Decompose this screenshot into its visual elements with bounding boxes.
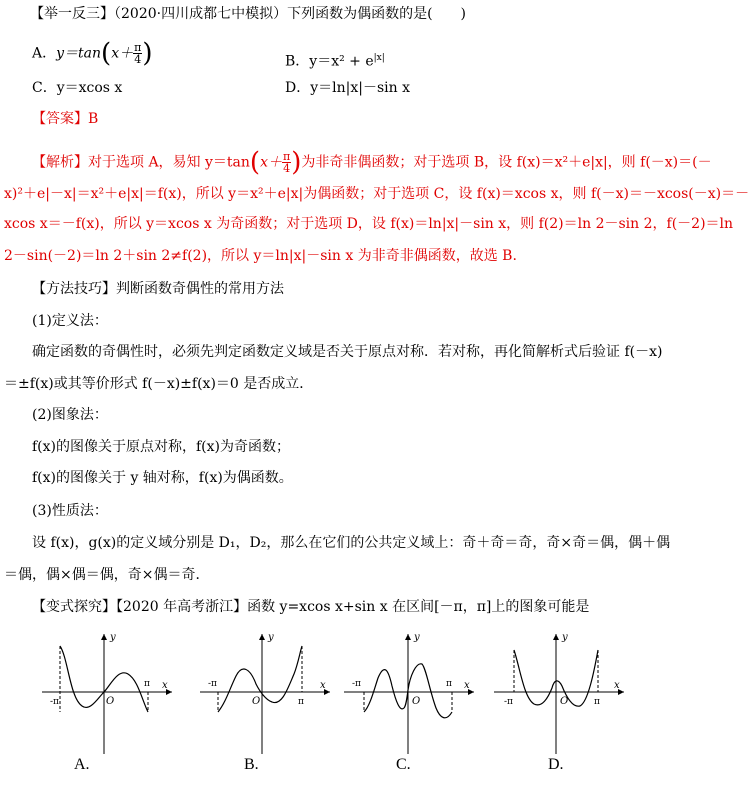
analysis-line-4: 2－sin(－2)＝ln 2＋sin 2≠f(2)，所以 y＝ln|x|－sin x 为非奇非偶函数，故选 B. [4,248,517,264]
analysis-line-3: xcos x＝－f(x)，所以 y＝xcos x 为奇函数；对于选项 D，设 f(x)＝ln|x|－sin x，则 f(2)＝ln 2－sin 2，f(－2)＝ln [4,216,734,232]
left-paren: ( [101,38,112,69]
svg-text:y: y [268,632,274,643]
svg-text:O: O [412,696,421,707]
svg-text:π: π [298,697,304,707]
svg-text:x: x [320,680,326,691]
analysis-line-1: 【解析】对于选项 A，易知 y＝tan(x＋ $\frac{\pi}{4}$ )为非奇非偶函数；对于选项 B，设 f(x)＝x²＋e|x|，则 f(－x)＝(－ [32,147,712,178]
graph-d [490,628,630,758]
variant-title: 【变式探究】【2020 年高考浙江】函数 y=xcos x+sin x 在区间[－π，π]上的图象可能是 [32,599,590,615]
method-s1-line1: 确定函数的奇偶性时，必须先判定函数定义域是否关于原点对称．若对称，再化简解析式后验证 f(－x) [32,344,663,360]
option-a [32,38,153,69]
option-b: B．$y=x^2 + e^{|x|}$ [285,53,385,70]
caption-a: A. [74,756,90,773]
option-a-label: A． [32,45,57,62]
method-s3-line2: ＝偶，偶×偶＝偶，奇×偶＝奇． [4,567,210,583]
pi-over-4: $\frac{\pi}{4}$ [134,41,142,66]
svg-text:O: O [252,696,261,707]
y-axis-label: y [110,632,116,643]
neg-pi-label: -π [50,697,59,707]
svg-text:x: x [614,680,620,691]
svg-text:-π: -π [504,697,513,707]
method-s2: (2)图象法： [32,407,108,423]
option-a-func: y＝tan [56,45,102,62]
method-s2-line1: f(x)的图像关于原点对称，f(x)为奇函数； [32,439,291,455]
svg-text:O: O [560,696,569,707]
graph-a [38,628,178,758]
svg-text:π: π [446,679,452,689]
option-c: C．y＝xcos x [32,80,123,96]
option-a-arg: x＋ [111,45,134,62]
option-d: D．y＝ln|x|－sin x [285,80,410,96]
analysis-line-2: x)²＋e|－x|＝x²＋e|x|＝f(x)，所以 y＝x²＋e|x|为偶函数；对于选项 C，设 f(x)＝xcos x，则 f(－x)＝－xcos(－x)＝－ [4,186,749,202]
method-title: 【方法技巧】判断函数奇偶性的常用方法 [32,281,284,297]
x-axis-label: x [162,680,168,691]
method-s2-line2: f(x)的图像关于 y 轴对称，f(x)为偶函数。 [32,470,293,486]
right-paren: ) [142,38,153,69]
question-header: 【举一反三】（2020·四川成都七中模拟）下列函数为偶函数的是( ) [30,6,467,22]
svg-text:π: π [594,697,600,707]
pi-label: π [144,679,150,689]
svg-text:y: y [414,632,420,643]
method-s3: (3)性质法： [32,503,108,519]
graph-b [196,628,336,758]
svg-text:-π: -π [352,679,361,689]
caption-b: B. [244,756,259,773]
svg-text:-π: -π [208,679,217,689]
caption-d: D. [548,756,564,773]
method-s1: (1)定义法： [32,313,108,329]
method-s1-line2: ＝±f(x)或其等价形式 f(－x)±f(x)＝0 是否成立． [4,376,314,392]
caption-c: C. [396,756,411,773]
answer: 【答案】B [32,111,99,127]
method-s3-line1: 设 f(x)，g(x)的定义域分别是 D₁，D₂，那么在它们的公共定义域上：奇＋奇＝奇，奇×奇＝偶，偶＋偶 [32,535,671,551]
graph-c [340,628,480,758]
svg-text:x: x [464,680,470,691]
svg-text:y: y [562,632,568,643]
origin-label: O [106,696,115,707]
